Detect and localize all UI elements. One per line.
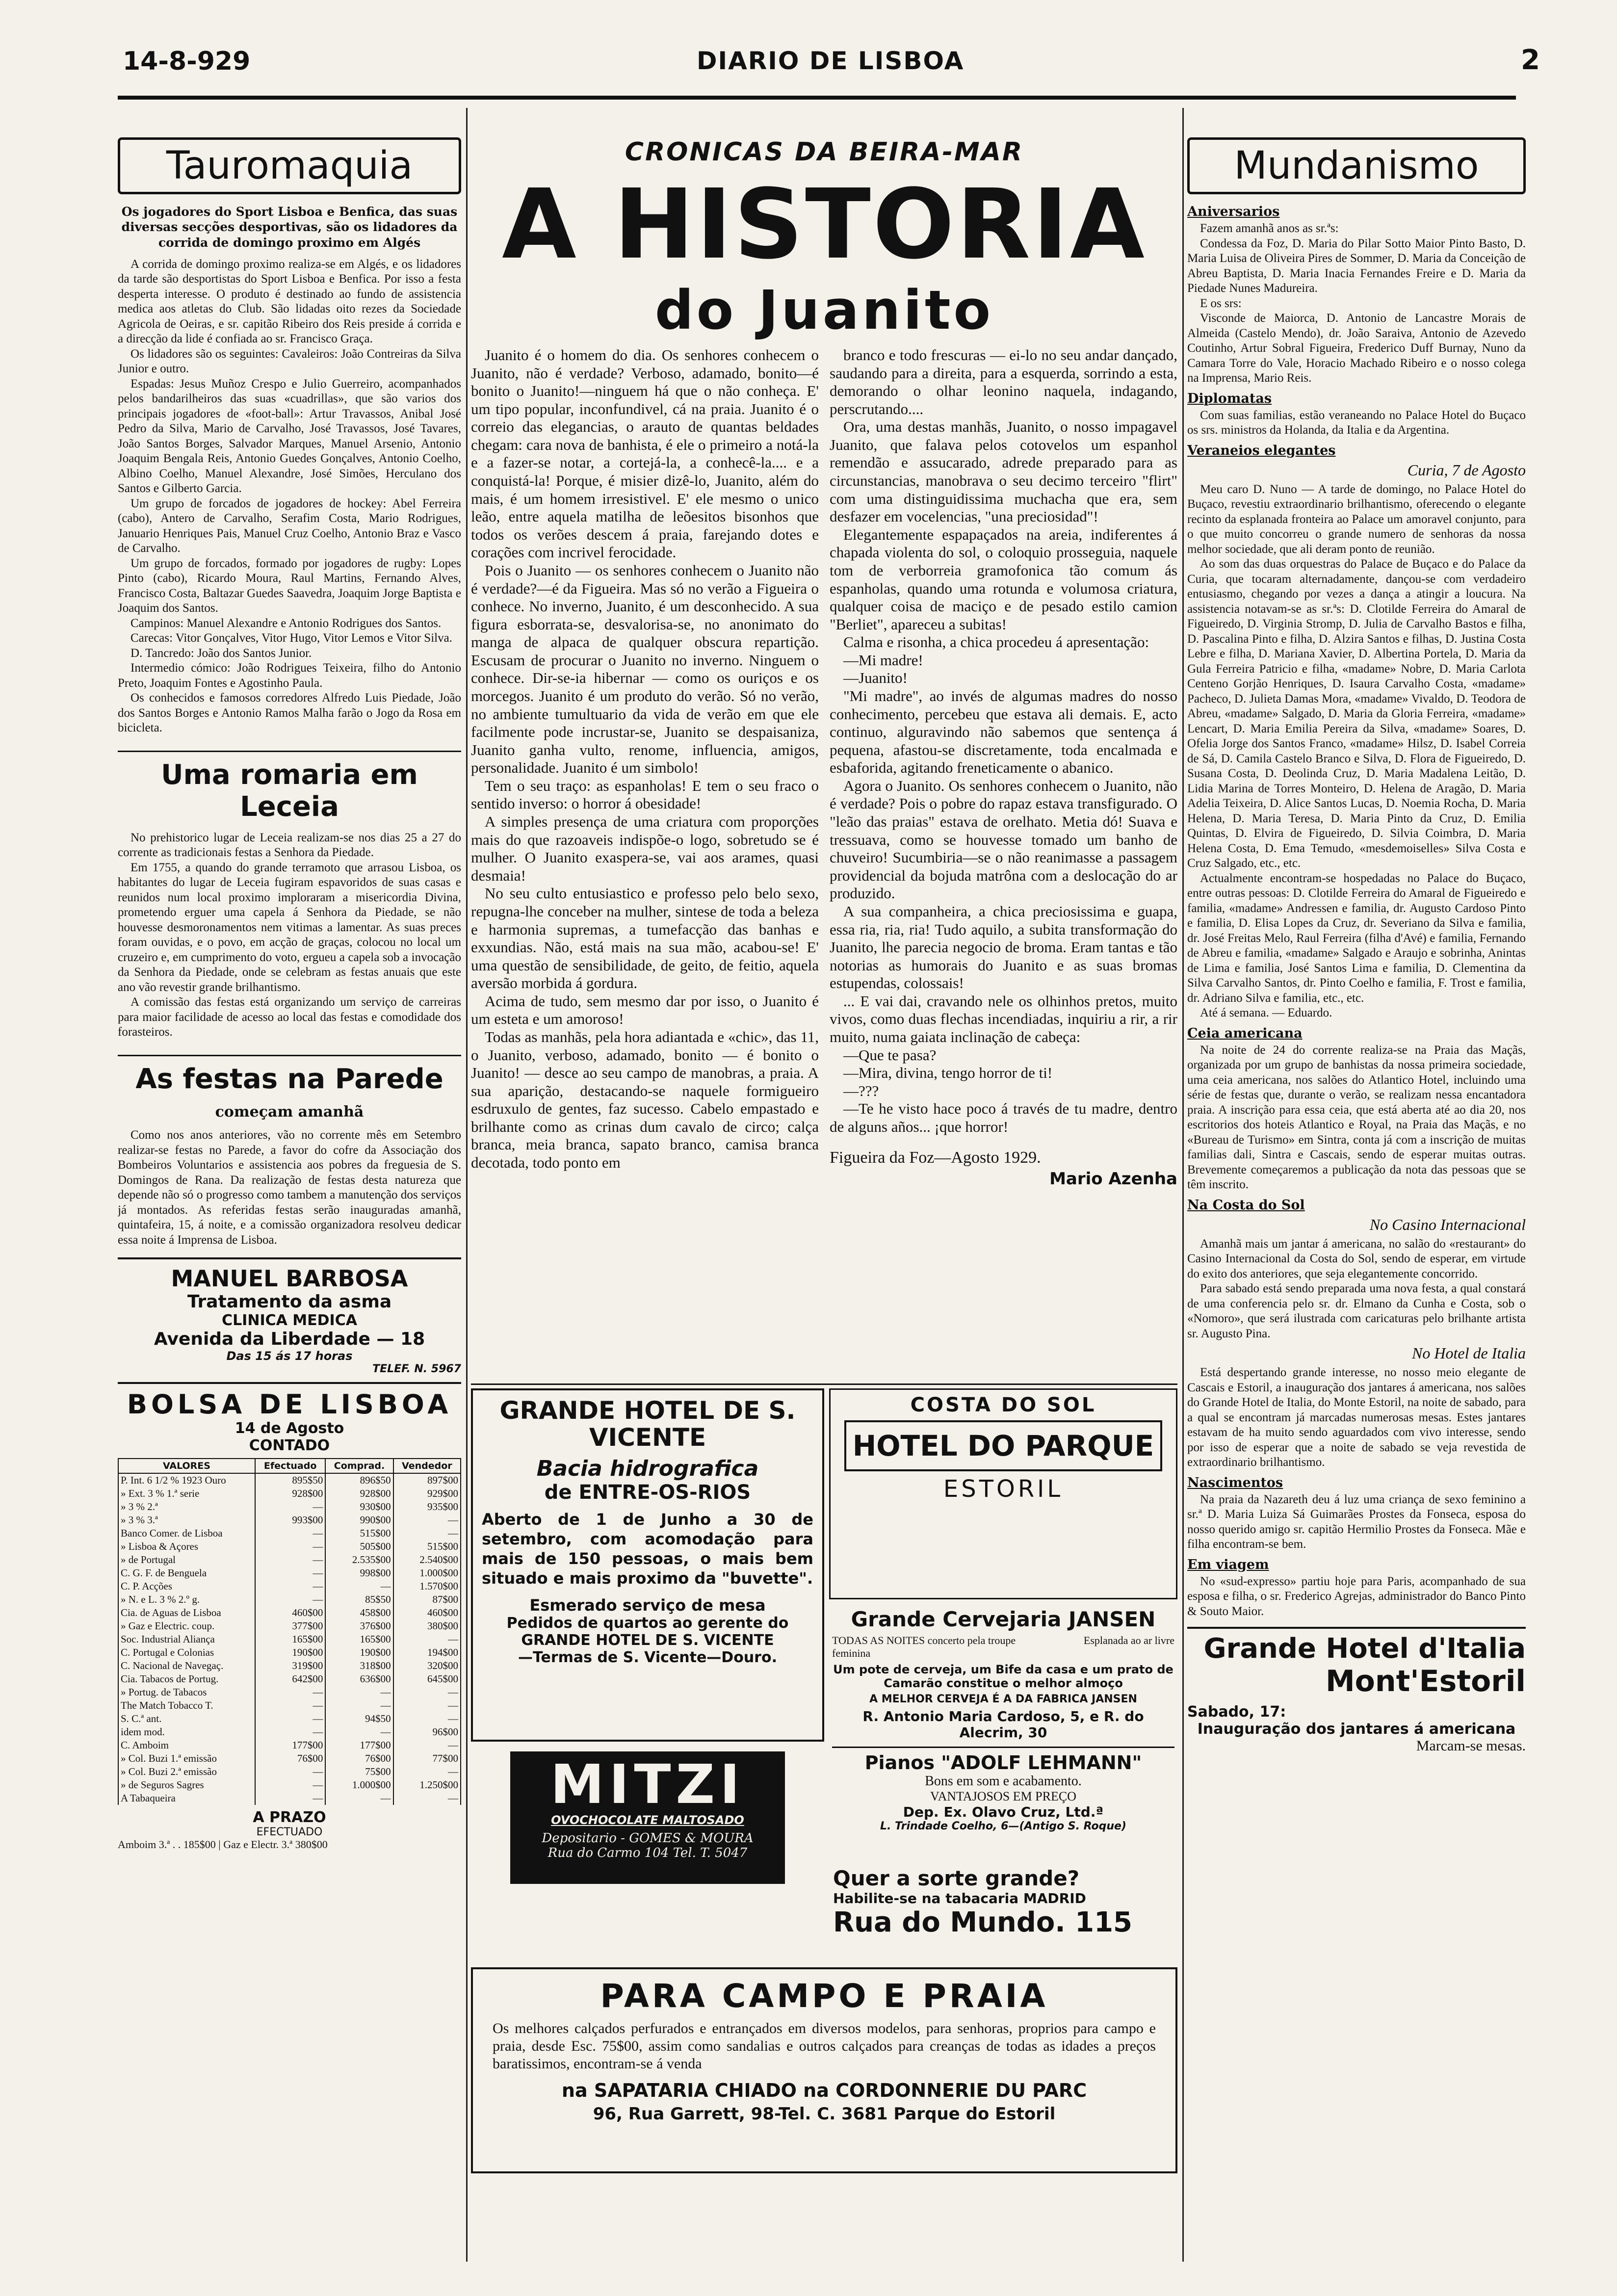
bolsa-cell: — — [255, 1527, 325, 1540]
barbosa-line: CLINICA MEDICA — [222, 1312, 357, 1330]
bolsa-cell: A Tabaqueira — [118, 1792, 255, 1805]
bolsa-cell: 930$00 — [325, 1500, 393, 1513]
bolsa-cell: — — [255, 1778, 325, 1792]
bolsa-cell: » 3 % 3.ª — [118, 1513, 255, 1527]
bolsa-cell: C. Portugal e Colonias — [118, 1646, 255, 1659]
article-paragraph: Meu caro D. Nuno — A tarde de domingo, no Palace Hotel do Buçaco, revestiu extraordinario brilhantismo, oferecendo o elegante recinto da esplanada fronteira ao Palace um amoravel conjunto, para o que muito concorreu o grande numero de senhoras da nossa melhor sociedade, que ali deram ponto de reunião. — [1187, 482, 1526, 556]
bolsa-cell: 515$00 — [325, 1527, 393, 1540]
article-paragraph: —Que te pasa? — [843, 1046, 937, 1064]
bolsa-contado: CONTADO — [249, 1437, 330, 1455]
bolsa-cell: » de Seguros Sagres — [118, 1778, 255, 1792]
bolsa-cell: 380$00 — [393, 1619, 461, 1633]
ad-line: COSTA DO SOL — [910, 1394, 1096, 1416]
tauromaquia-header: Tauromaquia — [118, 137, 461, 194]
bolsa-header-cell: VALORES — [118, 1459, 255, 1473]
section-head: Nascimentos — [1187, 1475, 1283, 1490]
bolsa-row — [118, 1487, 461, 1500]
bolsa-row — [118, 1513, 461, 1527]
article-paragraph: Para sabado está sendo preparada uma nova festa, a qual constará de uma conferencia pelo sr. dr. Elmano da Cunha e Costa, sob o «Nomoro», que será ilustrada com caricaturas pelo brilhante artista sr. Augusto Pina. — [1187, 1282, 1526, 1340]
article-paragraph: Ao som das duas orquestras do Palace de Buçaco e do Palace da Curia, que tocaram alternadamente, dançou-se com verdadeiro entusiasmo, chegando por vezes a dança a atingir a loucura. Na assistencia notavam-se as sr.ªs: D. Clotilde Ferreira do Amaral de Figueiredo, D. Virginia Stromp, D. Julia de Carvalho Bastos e filha, D. Pascalina Pinto e filha, D. Alzira Santos e filhas, D. Justina Costa Lebre e filha, D. Mariana Xavier, D. Albertina Portela, D. Maria da Gula Ferreira Patricio e filha, «madame» Nobre, D. Maria Carlota Centeno Gorjão Henriques, D. Isaura Carvalho Costa, «madame» Pacheco, D. Julieta Damas Mora, «madame» Vivaldo, D. Teodora de Abreu, «madame» Salgado, D. Maria da Gloria Ferreira, «madame» Lencart, D. Maria Emilia Pereira da Silva, «madame» Soares, D. Ofelia Jorge dos Santos Franco, «madame» Hilsz, D. Isabel Correia de Sá, D. Camila Castelo Branco e Silva, D. Flora de Figueiredo, D. Susana Costa, D. Deolinda Cruz, D. Maria Madalena Leitão, D. Lidia Marina de Torres Monteiro, D. Helena de Aragão, D. Maria Adelia Teixeira, D. Alice Santos Lucas, D. Noemia Rocha, D. Maria Helena, D. Maria Teresa, D. Maria Pinto da Cruz, D. Emilia Quintas, D. Elvira de Figueiredo, D. Silvia Coimbra, D. Maria Helena Costa, D. Ema Temudo, «mesdemoiselles» Silva Costa e Cruz Salgado, etc., etc. — [1187, 557, 1526, 870]
article-col-a — [471, 346, 819, 1189]
tauromaquia-subhead: Os jogadores do Sport Lisboa e Benfica, das suas diversas secções desportivas, são os lidadores da corrida de domingo proximo em Algés — [121, 205, 458, 250]
ad-title: MITZI — [550, 1753, 745, 1816]
bolsa-cell: 460$00 — [393, 1606, 461, 1619]
bolsa-cell: — — [393, 1765, 461, 1778]
bolsa-cell: 377$00 — [255, 1619, 325, 1633]
bolsa-row — [118, 1580, 461, 1593]
bolsa-row — [118, 1672, 461, 1686]
ad-line: L. Trindade Coelho, 6—(Antigo S. Roque) — [880, 1820, 1126, 1832]
ad-grande-hotel-italia — [1187, 1627, 1526, 1754]
article-paragraph: Juanito é o homem do dia. Os senhores conhecem o Juanito, não é verdade? Verboso, adamado, bonito—é bonito o Juanito!—ninguem há que o não conheça. E' um tipo popular, inconfundivel, cá na praia. Juanito é o correio das elegancias, o arauto de quantas beldades chegam: cara nova de banhista, é ele o primeiro a notá-la e a fazer-se notar, a cortejá-la, a conhecê-la.... e a conquistá-la! Porque, é misier dizê-lo, Juanito, além do mais, é um homem irresistivel. E' ele mesmo o unico leão, entre aquela matilha de leõesitos bisonhos que todos os verões descem á praia, farejando dotes e corações com incrivel ferocidade. — [471, 346, 819, 561]
dateline: Figueira da Foz—Agosto 1929. — [830, 1148, 1041, 1167]
bolsa-cell: — — [325, 1580, 393, 1593]
bolsa-cell: 2.540$00 — [393, 1553, 461, 1566]
ad-line: Um pote de cerveja, um Bife da casa e um prato de Camarão constitue o melhor almoço — [833, 1663, 1174, 1690]
top-rule — [118, 96, 1516, 100]
article-paragraph: No prehistorico lugar de Leceia realizam-se nos dias 25 a 27 do corrente as tradicionais festas a Senhora da Piedade. — [118, 831, 461, 860]
bolsa-cell: 990$00 — [325, 1513, 393, 1527]
bolsa-efectuado: EFECTUADO — [256, 1826, 323, 1839]
bolsa-cell: 505$00 — [325, 1540, 393, 1553]
bolsa-cell: 87$00 — [393, 1593, 461, 1606]
article-paragraph: Intermedio cómico: João Rodrigues Teixeira, filho do Antonio Preto, Joaquim Fontes e Agostinho Paula. — [118, 661, 461, 690]
ad-title: Grande Hotel d'Italia — [1203, 1633, 1526, 1665]
bolsa-row — [118, 1527, 461, 1540]
bolsa-row — [118, 1792, 461, 1805]
bolsa-row — [118, 1500, 461, 1513]
article-paragraph: Em 1755, a quando do grande terramoto que arrasou Lisboa, os habitantes do lugar de Leceia fugiram espavoridos de suas casas e reunidos num local proximo imploraram a misericordia Divina, prometendo erguer uma capela á Senhora da Piedade, se não houvesse desmoronamentos nem vitimas a lamentar. As suas preces foram ouvidas, e o povo, em acção de graças, colocou no local um cruzeiro e, em cumprimento do voto, ergueu a capela sob a invocação da Senhora da Piedade, onde se celebram as festas anuais que este ano vão revestir grande brilhantismo. — [118, 861, 461, 994]
article-col-b — [830, 346, 1177, 1189]
right-column — [1187, 108, 1526, 2276]
bolsa-cell: — — [393, 1712, 461, 1725]
bolsa-cell: — — [255, 1553, 325, 1566]
section-head: Em viagem — [1187, 1557, 1269, 1572]
article-paragraph: A simples presença de uma criatura com proporções mais do que razoaveis indispõe-o logo, sobretudo se é mulher. O Juanito exaspera-se, vai aos arames, quasi desmaia! — [471, 813, 819, 884]
bolsa-cell: 928$00 — [255, 1487, 325, 1500]
bolsa-cell: — — [255, 1686, 325, 1699]
barbosa-line: TELEF. N. 5967 — [372, 1363, 461, 1376]
ad-line: R. Antonio Maria Cardoso, 5, e R. do Alecrim, 30 — [862, 1708, 1144, 1741]
section-head: Diplomatas — [1187, 391, 1272, 406]
ad-line: —Termas de S. Vicente—Douro. — [518, 1649, 777, 1666]
article-columns — [471, 346, 1177, 1189]
bolsa-cell: 993$00 — [255, 1513, 325, 1527]
bolsa-header-cell: Vendedor — [393, 1459, 461, 1473]
article-paragraph: Condessa da Foz, D. Maria do Pilar Sotto Maior Pinto Basto, D. Maria Luisa de Oliveira Pires de Sommer, D. Maria da Conceição de Abreu Baptista, D. Maria Inacia Fernandes Freire e D. Maria da Piedade Nunes Madureira. — [1187, 236, 1526, 295]
bolsa-cell: P. Int. 6 1/2 % 1923 Ouro — [118, 1473, 255, 1487]
bolsa-cell: C. P. Acções — [118, 1580, 255, 1593]
ad-line: 96, Rua Garrett, 98-Tel. C. 3681 Parque do Estoril — [593, 2104, 1056, 2124]
left-column — [118, 108, 461, 2276]
article-paragraph: Actualmente encontram-se hospedadas no Palace do Buçaco, entre outras pessoas: D. Clotilde Ferreira do Amaral de Figueiredo e familia, «madame» Andressen e familia, dr. Augusto Cardoso Pinto e familia, D. Elisa Lopes da Cruz, dr. Severiano da Silva e familia, dr. José Freitas Melo, Raul Ferreira (filha d'Avé) e familia, Fernando de Abreu e familia, «madame» Salgado e Araujo e sobrinha, Anintas de Lima e familia, José Santos Lima e familia, D. Clementina da Silva Carvalho Santos, dr. Pinto Coelho e familia, F. Trost e familia, dr. Adriano Silva e familia, etc., etc. — [1187, 871, 1526, 1005]
ad-title: Pianos "ADOLF LEHMANN" — [864, 1752, 1142, 1774]
middle-column — [471, 108, 1177, 1477]
bolsa-cell: — — [393, 1633, 461, 1646]
bolsa-cell: 75$00 — [325, 1765, 393, 1778]
bolsa-cell: 85$50 — [325, 1593, 393, 1606]
bolsa-cell: Cia. Tabacos de Portug. — [118, 1672, 255, 1686]
bolsa-cell: C. Nacional de Navegaç. — [118, 1659, 255, 1672]
article-paragraph: Carecas: Vitor Gonçalves, Vitor Hugo, Vitor Lemos e Vitor Silva. — [130, 631, 452, 645]
ad-hotel-vicente — [471, 1388, 824, 1742]
article-paragraph: Acima de tudo, sem mesmo dar por isso, o Juanito é um esteta e um amoroso! — [471, 992, 819, 1028]
parede-title: As festas na Parede — [118, 1055, 461, 1095]
bolsa-cell: — — [325, 1792, 393, 1805]
bolsa-cell: 2.535$00 — [325, 1553, 393, 1566]
bolsa-cell: 1.000$00 — [325, 1778, 393, 1792]
cronicas-kicker: CRONICAS DA BEIRA-MAR — [625, 137, 1024, 167]
ad-title: PARA CAMPO E PRAIA — [600, 1977, 1048, 2015]
bolsa-cell: 897$00 — [393, 1473, 461, 1487]
bolsa-cell: 76$00 — [255, 1752, 325, 1765]
bolsa-cell: 376$00 — [325, 1619, 393, 1633]
bolsa-cell: 896$50 — [325, 1473, 393, 1487]
bolsa-cell: — — [255, 1712, 325, 1725]
article-paragraph: A corrida de domingo proximo realiza-se em Algés, e os lidadores da tarde são desportistas do Sport Lisboa e Benfica. Por isso a festa desperta interesse. O produto é destinado ao fundo de assistencia medica aos atletas do Club. São lidadas oito rezes da Sociedade Agricola de Oeiras, e sr. capitão Ribeiro dos Reis preside á corrida e a direcção da lide é confiada ao sr. Francisco Graça. — [118, 257, 461, 346]
column-divider — [466, 108, 468, 2262]
ad-line: Habilite-se na tabacaria MADRID — [833, 1890, 1086, 1906]
bolsa-cell: — — [255, 1725, 325, 1739]
bolsa-cell: The Match Tobacco T. — [118, 1699, 255, 1712]
barbosa-line: Das 15 ás 17 horas — [226, 1349, 353, 1363]
ad-mitzi — [471, 1747, 824, 1889]
headline: A HISTORIA — [502, 169, 1147, 281]
parede-subtitle: começam amanhã — [215, 1103, 364, 1121]
bolsa-cell: » Gaz e Electric. coup. — [118, 1619, 255, 1633]
bolsa-cell: — — [255, 1792, 325, 1805]
article-paragraph: Com suas familias, estão veraneando no Palace Hotel do Buçaco os srs. ministros da Holanda, da Italia e da Argentina. — [1187, 408, 1526, 437]
ad-line: ESTORIL — [943, 1475, 1064, 1503]
article-paragraph: Tem o seu traço: as espanholas! E tem o seu fraco o sentido inverso: o horror á obesidade! — [471, 777, 819, 812]
ad-line: Inauguração dos jantares á americana — [1197, 1720, 1516, 1738]
bolsa-cell: 998$00 — [325, 1566, 393, 1580]
bolsa-row — [118, 1778, 461, 1792]
article-paragraph: —Mi madre! — [843, 651, 923, 669]
bolsa-cell: — — [393, 1699, 461, 1712]
bolsa-cell: 642$00 — [255, 1672, 325, 1686]
bolsa-prazo-row: Amboim 3.ª . . 185$00 | Gaz e Electr. 3.ª 380$00 — [118, 1838, 328, 1851]
article-paragraph: Campinos: Manuel Alexandre e Antonio Rodrigues dos Santos. — [130, 616, 442, 630]
bolsa-cell: 318$00 — [325, 1659, 393, 1672]
article-paragraph: No seu culto entusiastico e professo pelo belo sexo, repugna-lhe conceber na mulher, sintese de toda a beleza e harmonia supremas, a tumefacção das banhas e exxundias. Não, está mais na sua mão, acabou-se! E' uma questão de sensibilidade, de geito, de feitio, aquela aversão morbida á gordura. — [471, 885, 819, 992]
article-paragraph: Ora, uma destas manhãs, Juanito, o nosso impagavel Juanito, que falava pelos cotovelos um espanhol remendão e assucarado, adrede preparado para as circunstancias, manobrava o seu decimo terceiro "flirt" com uma distinguidissima muchacha que era, sem desfazer em vocelencias, "una preciosidad"! — [830, 418, 1177, 525]
ad-title: HOTEL DO PARQUE — [844, 1420, 1162, 1471]
bolsa-cell: — — [325, 1686, 393, 1699]
ad-body: Aberto de 1 de Junho a 30 de setembro, com acomodação para mais de 150 pessoas, o mais bem situado e mais proximo da "buvette". — [482, 1510, 813, 1588]
author: Mario Azenha — [1049, 1169, 1177, 1189]
bolsa-row — [118, 1553, 461, 1566]
bolsa-cell: S. C.ª ant. — [118, 1712, 255, 1725]
bolsa-cell: — — [325, 1725, 393, 1739]
ad-line: Depositario - GOMES & MOURA — [542, 1830, 754, 1846]
bolsa-row — [118, 1765, 461, 1778]
subhead: No Casino Internacional — [1369, 1215, 1526, 1233]
article-paragraph: E os srs: — [1200, 296, 1242, 310]
ad-line: Mont'Estoril — [1325, 1664, 1526, 1698]
ad-line: Esplanada ao ar livre — [1083, 1634, 1174, 1646]
ad-line: Pedidos de quartos ao gerente do GRANDE HOTEL DE S. VICENTE — [506, 1615, 789, 1649]
bolsa-cell: 194$00 — [393, 1646, 461, 1659]
bolsa-cell: » 3 % 2.ª — [118, 1500, 255, 1513]
barbosa-line: Tratamento da asma — [187, 1292, 392, 1312]
bolsa-cell: 636$00 — [325, 1672, 393, 1686]
ad-jansen — [829, 1604, 1177, 1859]
ad-line: Marcam-se mesas. — [1416, 1737, 1526, 1754]
bolsa-cell: — — [325, 1699, 393, 1712]
section-head: Veraneios elegantes — [1187, 443, 1336, 458]
article-paragraph: Fazem amanhã anos as sr.ªs: — [1200, 222, 1339, 235]
article-paragraph: No «sud-expresso» partiu hoje para Paris, acompanhado de sua esposa e filha, o sr. Frederico Agrejas, administrador do Banco Pinto & Souto Maior. — [1187, 1574, 1526, 1618]
ad-line: Bons em som e acabamento. — [925, 1774, 1082, 1789]
bolsa-cell: 515$00 — [393, 1540, 461, 1553]
article-paragraph: Todas as manhãs, pela hora adiantada e «chic», das 11, o Juanito, verboso, adamado, bonito — é bonito o Juanito! — desce ao seu campo de manobras, a praia. A sua aparição, destacando-se naquele formigueiro esdruxulo de gentes, faz sucesso. Cabelo empastado e brilhante como as crinas dum cavalo de circo; calça branca, meia branca, sapato branco, camisa branca decotada, todo ponto em — [471, 1028, 819, 1172]
bolsa-cell: 1.250$00 — [393, 1778, 461, 1792]
ad-line: de ENTRE-OS-RIOS — [544, 1481, 751, 1504]
bolsa-cell: 177$00 — [255, 1739, 325, 1752]
article-paragraph: Elegantemente espapaçados na areia, indiferentes á chapada violenta do sol, o coloquio prosseguia, naquele tom de verborreia gramofonica tão comum ás espanholas, quando uma rotunda e volumosa criatura, qualquer coisa de maciço e de pesado estilo camion "Berliet", apareceu a subitas! — [830, 525, 1177, 633]
ad-line: VANTAJOSOS EM PREÇO — [930, 1789, 1076, 1803]
mundanismo-header: Mundanismo — [1187, 137, 1526, 194]
ad-line: Rua do Mundo. 115 — [833, 1906, 1133, 1938]
bolsa-cell: 929$00 — [393, 1487, 461, 1500]
bolsa-cell: — — [393, 1527, 461, 1540]
bolsa-cell: 320$00 — [393, 1659, 461, 1672]
bolsa-cell: — — [393, 1513, 461, 1527]
article-paragraph: branco e todo frescuras — ei-lo no seu andar dançado, saudando para a direita, para a esquerda, sorrindo a esta, demorando o olhar leonino naquela, indagando, perscrutando.... — [830, 346, 1177, 417]
bolsa-cell: 165$00 — [325, 1633, 393, 1646]
bolsa-row — [118, 1473, 461, 1487]
bolsa-cell: — — [255, 1540, 325, 1553]
headline-sub: do Juanito — [654, 279, 994, 341]
bolsa-cell: 190$00 — [255, 1646, 325, 1659]
bolsa-cell: — — [255, 1593, 325, 1606]
article-paragraph: ... E vai dai, cravando nele os olhinhos pretos, muito vivos, como duas flechas incendiadas, inquiriu a rir, a rir muito, numa gaiata inclinação de cabeça: — [830, 992, 1177, 1045]
article-paragraph: Um grupo de forcados, formado por jogadores de rugby: Lopes Pinto (cabo), Ricardo Moura, Raul Martins, Fernando Alves, Francisco Costa, Baltazar Guedes Saavedra, Joaquim Jorge Baptista e Joaquim dos Santos. — [118, 556, 461, 615]
article-paragraph: Está despertando grande interesse, no nosso meio elegante de Cascais e Estoril, a inauguração dos jantares á americana, nos salões do Grande Hotel de Italia, do Monte Estoril, na noite de sabado, para a qual se encontram já marcadas numerosas mesas. Estes jantares estavam de ha muito sendo aguardados com vivo interesse, sendo por isso de esperar que a noite de sabado se veja revestida de extraordinario brilhantismo. — [1187, 1366, 1526, 1469]
article-paragraph: D. Tancredo: João dos Santos Junior. — [130, 646, 312, 660]
bolsa-cell: — — [393, 1686, 461, 1699]
bolsa-row — [118, 1606, 461, 1619]
bolsa-cell: — — [393, 1739, 461, 1752]
bolsa-cell: Banco Comer. de Lisboa — [118, 1527, 255, 1540]
bolsa-row — [118, 1659, 461, 1672]
bolsa-cell: 319$00 — [255, 1659, 325, 1672]
bolsa-cell: — — [255, 1500, 325, 1513]
ad-line: OVOCHOCOLATE MALTOSADO — [551, 1813, 744, 1827]
bolsa-cell: C. Amboim — [118, 1739, 255, 1752]
issue-date: 14-8-929 — [123, 47, 251, 76]
article-paragraph: —??? — [843, 1082, 879, 1099]
bolsa-row — [118, 1593, 461, 1606]
newspaper-title: DIARIO DE LISBOA — [697, 47, 965, 75]
article-paragraph: Agora o Juanito. Os senhores conhecem o Juanito, não é verdade? Pois o pobre do rapaz estava transfigurado. O "leão das praias" estava de orelhato. Metia dó! Suava e tressuava, como se houvesse tomado um banho de chuveiro! Sucumbiria—se o não reanimasse a passagem providencial da bojuda matrôna com a deslocação do ar produzido. — [830, 777, 1177, 902]
ad-line: Dep. Ex. Olavo Cruz, Ltd.ª — [903, 1804, 1104, 1820]
article-paragraph: A sua companheira, a chica preciosissima e guapa, essa ria, ria, ria! Tudo aquilo, a subita transformação do Juanito, lhe parecia negocio de broma. Eram tantas e tão notorias as humorais do Juanito e as suas bromas estupendas, colossais! — [830, 902, 1177, 992]
bolsa-cell: idem mod. — [118, 1725, 255, 1739]
article-paragraph: —Mira, divina, tengo horror de ti! — [843, 1064, 1053, 1082]
article-paragraph: Espadas: Jesus Muñoz Crespo e Julio Guerreiro, acompanhados pelos bandarilheiros das suas «cuadrillas», que são varios dos principais jogadores de «foot-ball»: Artur Travassos, Anibal José Pedro da Silva, Mario de Carvalho, José Travassos, José Tavares, João Santos Borges, Salvador Marques, Manuel Arsenio, Antonio Joaquim Bengala Reis, Antonio Guedes Gonçalves, Antonio Coelho, Albino Coelho, Manuel Alexandre, José Simões, Herculano dos Santos e Gilberto Garcia. — [118, 377, 461, 496]
bolsa-cell: 1.570$00 — [393, 1580, 461, 1593]
article-paragraph: "Mi madre", ao invés de algumas madres do nosso conhecimento, percebeu que estava ali demais. E, acto continuo, alguravindo não sabemos que sentença á pequena, afastou-se discretamente, toda encalmada e esbaforida, agitando freneticamente o abanico. — [830, 687, 1177, 777]
article-paragraph: Calma e risonha, a chica procedeu á apresentação: — [843, 633, 1149, 651]
article-paragraph: Um grupo de forcados de jogadores de hockey: Abel Ferreira (cabo), Antero de Carvalho, Serafim Costa, Mario Rodrigues, Januario Henriques Pais, Manuel Cruz Coelho, Antonio Braz e Vasco de Carvalho. — [118, 496, 461, 555]
bolsa-cell: 895$50 — [255, 1473, 325, 1487]
subhead: No Hotel de Italia — [1412, 1344, 1526, 1362]
bolsa-cell: — — [255, 1566, 325, 1580]
bolsa-table — [118, 1458, 461, 1805]
bolsa-cell: 76$00 — [325, 1752, 393, 1765]
barbosa-line: Avenida da Liberdade — 18 — [154, 1329, 425, 1350]
bolsa-cell: 177$00 — [325, 1739, 393, 1752]
bolsa-row — [118, 1540, 461, 1553]
bolsa-row — [118, 1725, 461, 1739]
ad-hotel-parque — [829, 1388, 1177, 1599]
bolsa-cell: » Portug. de Tabacos — [118, 1686, 255, 1699]
section-head: Na Costa do Sol — [1187, 1197, 1305, 1213]
bolsa-cell: 96$00 — [393, 1725, 461, 1739]
section-head: Aniversarios — [1187, 204, 1280, 219]
ads-rule — [471, 1383, 1177, 1385]
bolsa-row — [118, 1712, 461, 1725]
bolsa-cell: — — [255, 1699, 325, 1712]
article-paragraph: Os conhecidos e famosos corredores Alfredo Luis Piedade, João dos Santos Borges e Antonio Ramos Malha farão o Jogo da Rosa em bicicleta. — [118, 691, 461, 735]
dateline: Curia, 7 de Agosto — [1407, 461, 1526, 479]
article-paragraph: Na noite de 24 do corrente realiza-se na Praia das Maçãs, organizada por um grupo de banhistas da nossa primeira sociedade, uma ceia americana, nos salões do Atlantico Hotel, incluindo uma série de festas que, durante o verão, se realizam nessa encantadora praia. A inscrição para essa ceia, que está aberta até ao dia 20, nos escritorios dos hoteis Atlantico e Royal, na Praia das Maçãs, e no «Bureau de Turismo» em Sintra, conta já com a inscrição de muitas familias dali, Sintra e Cascais, sendo de esperar muitas outras. Brevemente começaremos a publicação da nota das pessoas que se têm inscrito. — [1187, 1043, 1526, 1191]
ad-line: Rua do Carmo 104 Tel. T. 5047 — [548, 1845, 748, 1860]
bolsa-cell: » Ext. 3 % 1.ª serie — [118, 1487, 255, 1500]
bolsa-title: BOLSA DE LISBOA — [127, 1389, 452, 1420]
column-divider — [1182, 108, 1184, 2262]
ad-line: Sabado, 17: — [1187, 1703, 1286, 1721]
bolsa-cell: » Col. Buzi 1.ª emissão — [118, 1752, 255, 1765]
article-paragraph: Até á semana. — Eduardo. — [1200, 1006, 1332, 1019]
bolsa-row — [118, 1646, 461, 1659]
bolsa-cell: 1.000$00 — [393, 1566, 461, 1580]
ad-title: Grande Cervejaria JANSEN — [851, 1607, 1156, 1631]
bolsa-cell: — — [393, 1792, 461, 1805]
article-paragraph: Pois o Juanito — os senhores conhecem o Juanito não é verdade?—é da Figueira. Mas só no verão a Figueira o conhece. No inverno, Juanito, é um desconhecido. A sua figura esborrata-se, desvalorisa-se, no anonimato do manga de alpaca de qualquer obscura repartição. Escusam de procurar o Juanito no inverno. Ninguem o conhece. Dir-se-ia hibernar — como os ouriços e os morcegos. Juanito é um produto do verão. Só no verão, no ambiente tumultuario da vida de verão em que ele facilmente pode incrustar-se, Juanito se despaisaniza, Juanito ganha vulto, renome, influencia, amigos, personalidade. Juanito é um simbolo! — [471, 561, 819, 777]
ad-title: Quer a sorte grande? — [833, 1866, 1080, 1890]
bolsa-row — [118, 1752, 461, 1765]
bolsa-cell: 935$00 — [393, 1500, 461, 1513]
article-paragraph: —Te he visto hace poco á través de tu madre, dentro de alguns años... ¡que horror! — [830, 1100, 1177, 1135]
bolsa-prazo: A PRAZO — [253, 1809, 326, 1826]
ad-sorte — [829, 1864, 1177, 1962]
bolsa-cell: 77$00 — [393, 1752, 461, 1765]
article-paragraph: Na praia da Nazareth deu á luz uma criança de sexo feminino a sr.ª D. Maria Luiza Sá Guimarães Prostes da Fonseca, esposa do nosso querido amigo sr. capitão Hermilio Prostes da Fonseca. Mãe e filha encontram-se bem. — [1187, 1492, 1526, 1551]
bolsa-date: 14 de Agosto — [235, 1420, 344, 1437]
ad-title: GRANDE HOTEL DE S. VICENTE — [499, 1396, 796, 1452]
bolsa-cell: 190$00 — [325, 1646, 393, 1659]
bolsa-row — [118, 1686, 461, 1699]
bolsa-row — [118, 1739, 461, 1752]
bolsa-cell: Soc. Industrial Aliança — [118, 1633, 255, 1646]
bolsa-row — [118, 1699, 461, 1712]
ad-body: Os melhores calçados perfurados e entrançados em diversos modelos, para senhoras, proprios para campo e praia, desde Esc. 75$00, assim como sandalias e outros calçados para creanças de todas as idades a preços baratissimos, encontram-se á venda — [493, 2020, 1156, 2072]
bolsa-cell: 94$50 — [325, 1712, 393, 1725]
bolsa-cell: » de Portugal — [118, 1553, 255, 1566]
ad-line: na SAPATARIA CHIADO na CORDONNERIE DU PARC — [561, 2080, 1087, 2101]
bolsa-row — [118, 1633, 461, 1646]
bolsa-row — [118, 1566, 461, 1580]
bolsa-cell: C. G. F. de Benguela — [118, 1566, 255, 1580]
section-head: Ceia americana — [1187, 1025, 1303, 1041]
ad-line: Bacia hidrografica — [536, 1456, 759, 1481]
bolsa-header-cell: Comprad. — [325, 1459, 393, 1473]
bolsa-cell: 928$00 — [325, 1487, 393, 1500]
bolsa-cell: Cia. de Aguas de Lisboa — [118, 1606, 255, 1619]
bolsa-cell: — — [255, 1765, 325, 1778]
bolsa-row — [118, 1619, 461, 1633]
article-paragraph: Amanhã mais um jantar á americana, no salão do «restaurant» do Casino Internacional da Costa do Sol, sendo de esperar, em virtude do exito dos anteriores, que seja elegantemente concorrido. — [1187, 1237, 1526, 1280]
article-paragraph: Os lidadores são os seguintes: Cavaleiros: João Contreiras da Silva Junior e outro. — [118, 347, 461, 376]
bolsa-cell: — — [255, 1580, 325, 1593]
ad-line: Esmerado serviço de mesa — [529, 1596, 766, 1615]
ad-line: A MELHOR CERVEJA É A DA FABRICA JANSEN — [869, 1693, 1137, 1705]
bolsa-cell: 165$00 — [255, 1633, 325, 1646]
page-number: 2 — [1521, 44, 1540, 76]
bolsa-cell: » Col. Buzi 2.ª emissão — [118, 1765, 255, 1778]
bolsa-section — [118, 1382, 461, 1851]
bolsa-header-cell: Efectuado — [255, 1459, 325, 1473]
article-paragraph: Como nos anos anteriores, vão no corrente mês em Setembro realizar-se festas no Parede, a favor do cofre da Associação dos Bombeiros Voluntarios e assistencia aos pobres da freguesia de S. Domingos de Rana. Da realização de festas desta natureza que depende não só o progresso como tambem a manutenção dos serviços já montados. As referidas festas serão inauguradas amanhã, quintafeira, 15, á noite, e a comissão organizadora resolveu dedicar essa noite á Imprensa de Lisboa. — [118, 1128, 461, 1247]
bolsa-cell: 458$00 — [325, 1606, 393, 1619]
bolsa-cell: 645$00 — [393, 1672, 461, 1686]
ad-campo-praia — [471, 1967, 1177, 2173]
article-paragraph: A comissão das festas está organizando um serviço de carreiras para maior facilidade de acesso ao local das festas e comodidade dos forasteiros. — [118, 995, 461, 1039]
barbosa-name: MANUEL BARBOSA — [171, 1265, 408, 1292]
bolsa-cell: » Lisboa & Açores — [118, 1540, 255, 1553]
barbosa-ad — [118, 1257, 461, 1375]
bolsa-cell: 460$00 — [255, 1606, 325, 1619]
bolsa-cell: » N. e L. 3 % 2.º g. — [118, 1593, 255, 1606]
romaria-title: Uma romaria em Leceia — [118, 751, 461, 823]
ad-line: TODAS AS NOITES concerto pela troupe feminina — [832, 1634, 1016, 1659]
article-paragraph: —Juanito! — [843, 669, 908, 687]
article-paragraph: Visconde de Maiorca, D. Antonio de Lancastre Morais de Almeida (Castelo Mendo), dr. João Saraiva, Antonio de Azevedo Coutinho, Artur Sobral Figueira, Frederico Duff Burnay, Nuno da Camara Torre do Vale, Horacio Machado Ribeiro e o nosso colega na Imprensa, Mario Reis. — [1187, 312, 1526, 385]
